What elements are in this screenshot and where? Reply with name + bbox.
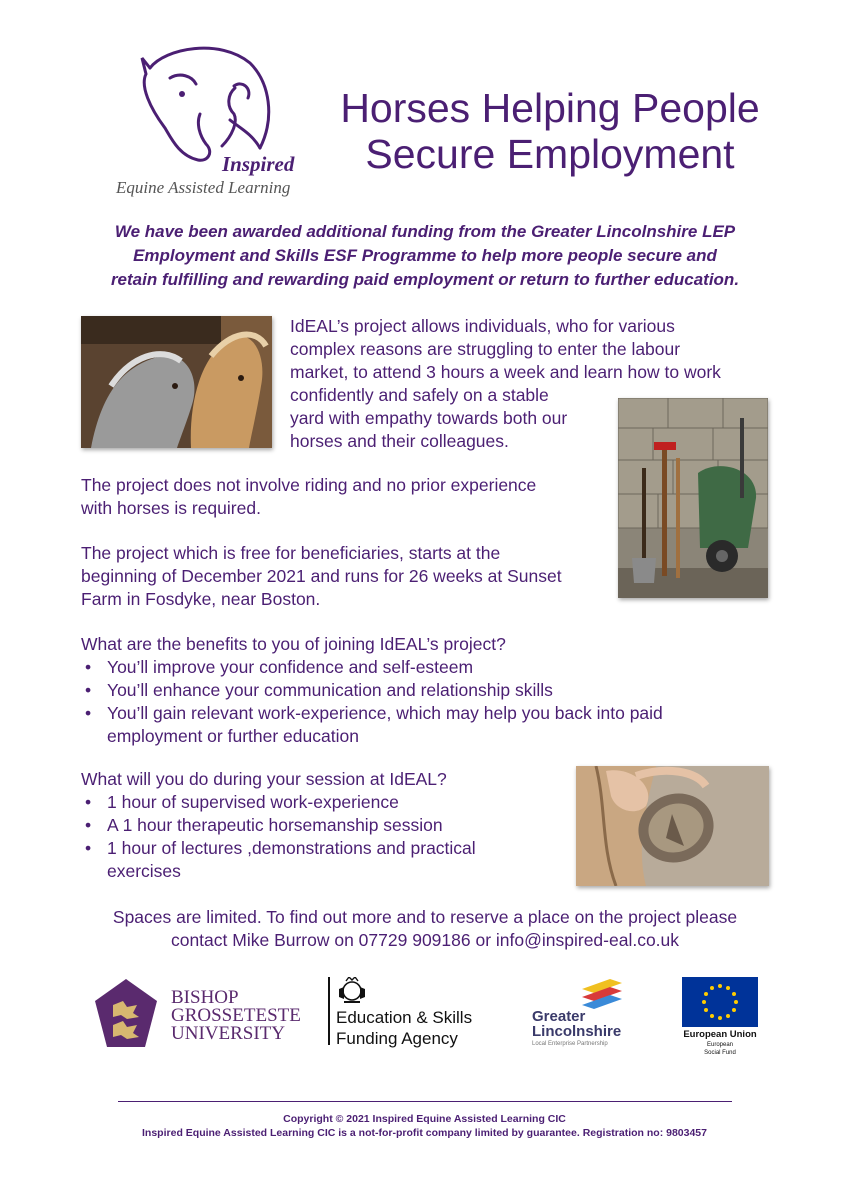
page-title: [320, 85, 780, 177]
para2-line: with horses is required.: [81, 498, 261, 518]
para3-line: beginning of December 2021 and runs for 26 weeks at Sunset: [81, 566, 562, 586]
contact-info: [40, 906, 810, 952]
bishop-line-2: GROSSETESTE: [171, 1005, 301, 1026]
footer-legal: Inspired Equine Assisted Learning CIC is a not-for-profit company limited by guarantee. Registration no: 9803457: [142, 1127, 707, 1139]
royal-crest-icon: [336, 977, 368, 1005]
intro-line-1: We have been awarded additional funding from the Greater Lincolnshire LEP: [114, 222, 736, 241]
list-item: • You’ll improve your confidence and self-esteem: [81, 656, 721, 679]
horses-photo: [81, 316, 272, 448]
no-riding-note: [81, 474, 601, 520]
lep-line-3: Local Enterprise Partnership: [532, 1041, 608, 1047]
intro-line-2: Employment and Skills ESF Programme to help more people secure and: [133, 246, 717, 265]
brand-subtitle: Equine Assisted Learning: [116, 178, 291, 197]
list-item: • 1 hour of supervised work-experience: [81, 791, 511, 814]
bishop-line-3: UNIVERSITY: [171, 1023, 285, 1044]
eu-line-1: European Union: [683, 1029, 757, 1040]
para3-line: Farm in Fosdyke, near Boston.: [81, 589, 321, 609]
eu-flag-icon: [682, 977, 758, 1027]
brand-name: Inspired: [222, 152, 295, 176]
para1-line: yard with empathy towards both our: [290, 408, 568, 428]
list-item: • A 1 hour therapeutic horsemanship session: [81, 814, 511, 837]
contact-line-1: Spaces are limited. To find out more and to reserve a place on the project please: [112, 907, 738, 927]
list-item: • You’ll gain relevant work-experience, which may help you back into paid employment or further education: [81, 702, 721, 748]
tools-photo: [618, 398, 768, 598]
list-item: • You’ll enhance your communication and relationship skills: [81, 679, 721, 702]
para3-line: The project which is free for beneficiaries, starts at the: [81, 543, 501, 563]
esfa-divider: [328, 977, 330, 1045]
horse-head-logo-icon: [110, 38, 320, 168]
para2-line: The project does not involve riding and no prior experience: [81, 475, 537, 495]
benefits-list: [81, 656, 721, 748]
session-list: [81, 791, 511, 883]
para1-line: complex reasons are struggling to enter the labour: [290, 339, 681, 359]
lep-line-1: Greater: [532, 1008, 586, 1025]
footer: [30, 1112, 819, 1140]
benefits-section: [81, 633, 721, 748]
schedule-info: [81, 542, 611, 611]
para1-line: IdEAL’s project allows individuals, who for various: [290, 316, 675, 336]
esfa-line-1: Education & Skills: [336, 1008, 473, 1027]
eu-line-3: Social Fund: [704, 1050, 736, 1056]
crest-pentagon-icon: [93, 977, 159, 1049]
title-line-1: Horses Helping People: [340, 85, 760, 131]
title-line-2: Secure Employment: [365, 131, 735, 177]
footer-divider: [118, 1101, 732, 1102]
session-section: [81, 768, 561, 883]
lep-stripes-icon: [580, 977, 624, 1011]
intro-text: [40, 220, 810, 292]
intro-line-3: retain fulfilling and rewarding paid employment or return to further education.: [110, 270, 740, 289]
european-union-logo: [680, 977, 760, 1072]
session-question: What will you do during your session at IdEAL?: [81, 769, 447, 789]
para1-line: market, to attend 3 hours a week and learn how to work: [290, 362, 721, 382]
footer-copyright: Copyright © 2021 Inspired Equine Assisted Learning CIC: [283, 1113, 566, 1125]
bishop-line-1: BISHOP: [171, 987, 239, 1008]
greater-lincolnshire-lep-logo: [532, 977, 652, 1052]
para1-line: confidently and safely on a stable: [290, 385, 549, 405]
esfa-line-2: Funding Agency: [336, 1029, 458, 1048]
list-item: • 1 hour of lectures ,demonstrations and practical exercises: [81, 837, 511, 883]
hoof-photo: [576, 766, 769, 886]
para1-line: horses and their colleagues.: [290, 431, 509, 451]
esfa-logo: [328, 975, 498, 1047]
bishop-grosseteste-logo: [93, 977, 323, 1049]
contact-line-2: contact Mike Burrow on 07729 909186 or info@inspired-eal.co.uk: [170, 930, 680, 950]
brand-logo: [110, 38, 320, 203]
benefits-question: What are the benefits to you of joining IdEAL’s project?: [81, 634, 506, 654]
lep-line-2: Lincolnshire: [532, 1023, 622, 1040]
eu-line-2: European: [706, 1042, 734, 1048]
